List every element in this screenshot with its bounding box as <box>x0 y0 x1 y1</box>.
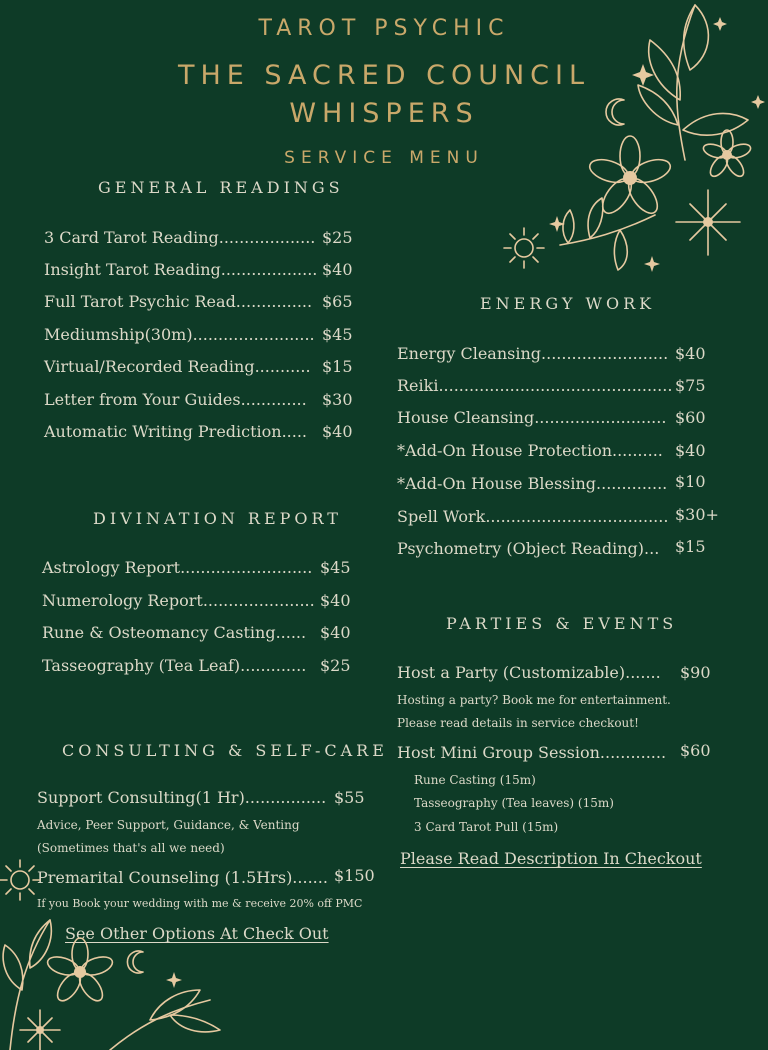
price: $150 <box>334 866 375 885</box>
price: $75 <box>675 376 706 395</box>
price: $30 <box>322 390 353 409</box>
price: $45 <box>322 325 353 344</box>
page-title-line1: THE SACRED COUNCIL <box>177 60 591 91</box>
list-item: Letter from Your Guides............. <box>44 390 307 409</box>
list-item: *Add-On House Blessing.............. <box>397 474 668 493</box>
price: $40 <box>675 441 706 460</box>
floral-ornament-bottom-left <box>0 850 260 1050</box>
service-menu-subtitle: SERVICE MENU <box>284 148 484 168</box>
energy-work-heading: ENERGY WORK <box>480 294 656 313</box>
list-item: Energy Cleansing......................... <box>397 344 669 363</box>
price: $25 <box>322 228 353 247</box>
item-note: Advice, Peer Support, Guidance, & Venting <box>37 818 300 832</box>
price: $90 <box>680 663 711 682</box>
price: $30+ <box>675 505 719 524</box>
list-item: Mediumship(30m)........................ <box>44 325 315 344</box>
flower-icon <box>587 136 673 218</box>
divination-report-heading: DIVINATION REPORT <box>93 509 342 528</box>
list-item: Virtual/Recorded Reading........... <box>44 357 311 376</box>
price: $25 <box>320 656 351 675</box>
price: $40 <box>322 422 353 441</box>
list-item: Insight Tarot Reading................... <box>44 260 318 279</box>
price: $45 <box>320 558 351 577</box>
sparkle-star-icon <box>20 972 182 1050</box>
price: $15 <box>322 357 353 376</box>
price: $55 <box>334 788 365 807</box>
sub-item: Rune Casting (15m) <box>414 773 536 787</box>
list-item: 3 Card Tarot Reading................... <box>44 228 316 247</box>
price: $15 <box>675 537 706 556</box>
price: $40 <box>320 591 351 610</box>
price: $60 <box>675 408 706 427</box>
price: $60 <box>680 741 711 760</box>
list-item: Automatic Writing Prediction..... <box>44 422 308 441</box>
flower-icon <box>702 130 753 179</box>
list-item: Premarital Counseling (1.5Hrs)....... <box>37 868 328 887</box>
sub-item: Tasseography (Tea leaves) (15m) <box>414 796 614 810</box>
item-note: Hosting a party? Book me for entertainment. <box>397 693 671 707</box>
list-item: Spell Work.................................... <box>397 507 669 526</box>
see-other-options-link[interactable]: See Other Options At Check Out <box>65 924 329 943</box>
list-item: House Cleansing.......................... <box>397 408 667 427</box>
price: $40 <box>322 260 353 279</box>
list-item: Support Consulting(1 Hr)................ <box>37 788 327 807</box>
sun-icon <box>504 228 544 268</box>
general-readings-heading: GENERAL READINGS <box>98 178 344 197</box>
list-item: Host Mini Group Session............. <box>397 743 667 762</box>
list-item: Psychometry (Object Reading)... <box>397 539 660 558</box>
list-item: Reiki.............................................. <box>397 376 673 395</box>
sun-icon <box>0 860 40 900</box>
item-note: (Sometimes that's all we need) <box>37 841 225 855</box>
list-item: Full Tarot Psychic Read............... <box>44 292 313 311</box>
price: $10 <box>675 472 706 491</box>
list-item: Numerology Report...................... <box>42 591 315 610</box>
item-note: Please read details in service checkout! <box>397 716 639 730</box>
price: $40 <box>675 344 706 363</box>
brand-top-label: TAROT PSYCHIC <box>258 16 510 41</box>
list-item: Host a Party (Customizable)....... <box>397 663 661 682</box>
list-item: Astrology Report.......................... <box>42 558 313 577</box>
leaf-branch-icon <box>638 5 748 160</box>
sub-item: 3 Card Tarot Pull (15m) <box>414 820 559 834</box>
list-item: Rune & Osteomancy Casting...... <box>42 623 307 642</box>
floral-ornament-top-right <box>490 0 768 290</box>
read-description-link[interactable]: Please Read Description In Checkout <box>400 849 702 868</box>
crescent-moon-icon <box>127 951 143 973</box>
price: $40 <box>320 623 351 642</box>
list-item: Tasseography (Tea Leaf)............. <box>42 656 307 675</box>
parties-events-heading: PARTIES & EVENTS <box>446 614 678 633</box>
page-title-line2: WHISPERS <box>289 98 479 129</box>
crescent-moon-icon <box>606 99 624 125</box>
list-item: *Add-On House Protection.......... <box>397 441 663 460</box>
price: $65 <box>322 292 353 311</box>
item-note: If you Book your wedding with me & receive 20% off PMC <box>37 897 363 910</box>
flower-icon <box>45 938 114 1005</box>
consulting-heading: CONSULTING & SELF-CARE <box>62 741 388 760</box>
